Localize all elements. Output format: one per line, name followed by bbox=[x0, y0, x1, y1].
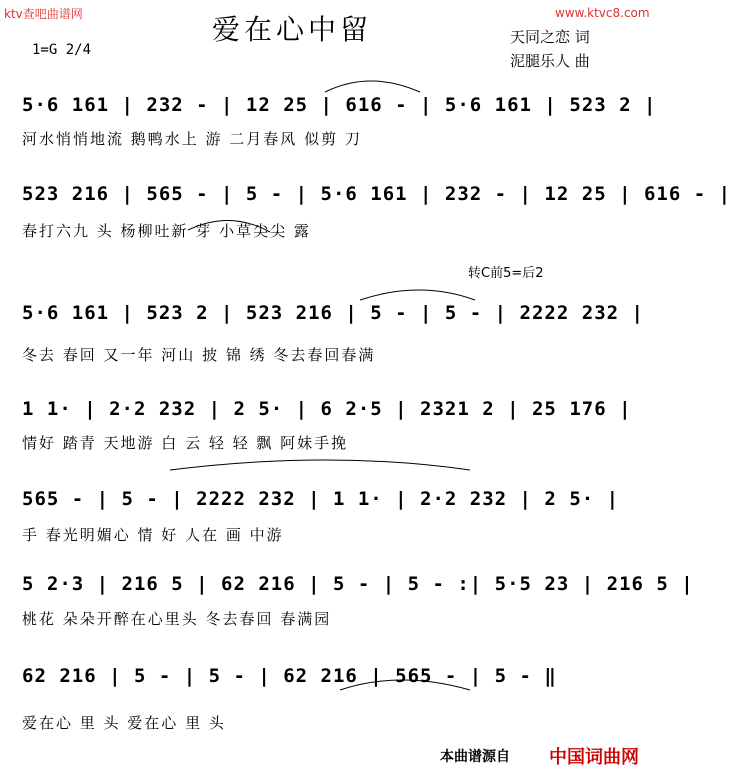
notation-line-5: 565 - | 5 - | 2222 232 | 1 1· | 2·2 232 | 2 5· | bbox=[22, 488, 620, 510]
lyrics-line-6: 桃花 朵朵开醉在心里头 冬去春回 春满园 bbox=[22, 610, 332, 628]
notation-line-6: 5 2·3 | 216 5 | 62 216 | 5 - | 5 - :| 5·5 23 | 216 5 | bbox=[22, 573, 694, 595]
notation-line-2: 523 216 | 565 - | 5 - | 5·6 161 | 232 - | 12 25 | 616 - | bbox=[22, 183, 731, 205]
notation-line-3: 5·6 161 | 523 2 | 523 216 | 5 - | 5 - | 2222 232 | bbox=[22, 302, 644, 324]
lyrics-line-5: 手 春光明媚心 情 好 人在 画 中游 bbox=[22, 526, 284, 544]
song-title: 爱在心中留 bbox=[212, 13, 373, 46]
notation-line-7: 62 216 | 5 - | 5 - | 62 216 | 565 - | 5 - ‖ bbox=[22, 665, 557, 687]
source-site: 中国词曲网 bbox=[549, 747, 639, 768]
lyrics-line-1: 河水悄悄地流 鹅鸭水上 游 二月春风 似剪 刀 bbox=[22, 130, 362, 148]
lyricist-credit: 天同之恋 词 bbox=[510, 28, 590, 46]
notation-line-4: 1 1· | 2·2 232 | 2 5· | 6 2·5 | 2321 2 | 25 176 | bbox=[22, 398, 632, 420]
lyrics-line-2: 春打六九 头 杨柳吐新 芽 小草尖尖 露 bbox=[22, 222, 311, 240]
composer-credit: 泥腿乐人 曲 bbox=[510, 52, 590, 70]
modulation-note: 转C前5=后2 bbox=[468, 266, 544, 281]
lyrics-line-7: 爱在心 里 头 爱在心 里 头 bbox=[22, 714, 226, 732]
source-label: 本曲谱源自 bbox=[440, 749, 510, 765]
url-watermark: www.ktvc8.com bbox=[555, 6, 650, 20]
site-watermark: ktv查吧曲谱网 bbox=[4, 7, 83, 21]
key-signature: 1=G 2/4 bbox=[32, 42, 92, 58]
notation-line-1: 5·6 161 | 232 - | 12 25 | 616 - | 5·6 161 | 523 2 | bbox=[22, 94, 657, 116]
lyrics-line-4: 情好 踏青 天地游 白 云 轻 轻 飘 阿妹手挽 bbox=[22, 434, 349, 452]
lyrics-line-3: 冬去 春回 又一年 河山 披 锦 绣 冬去春回春满 bbox=[22, 346, 376, 364]
